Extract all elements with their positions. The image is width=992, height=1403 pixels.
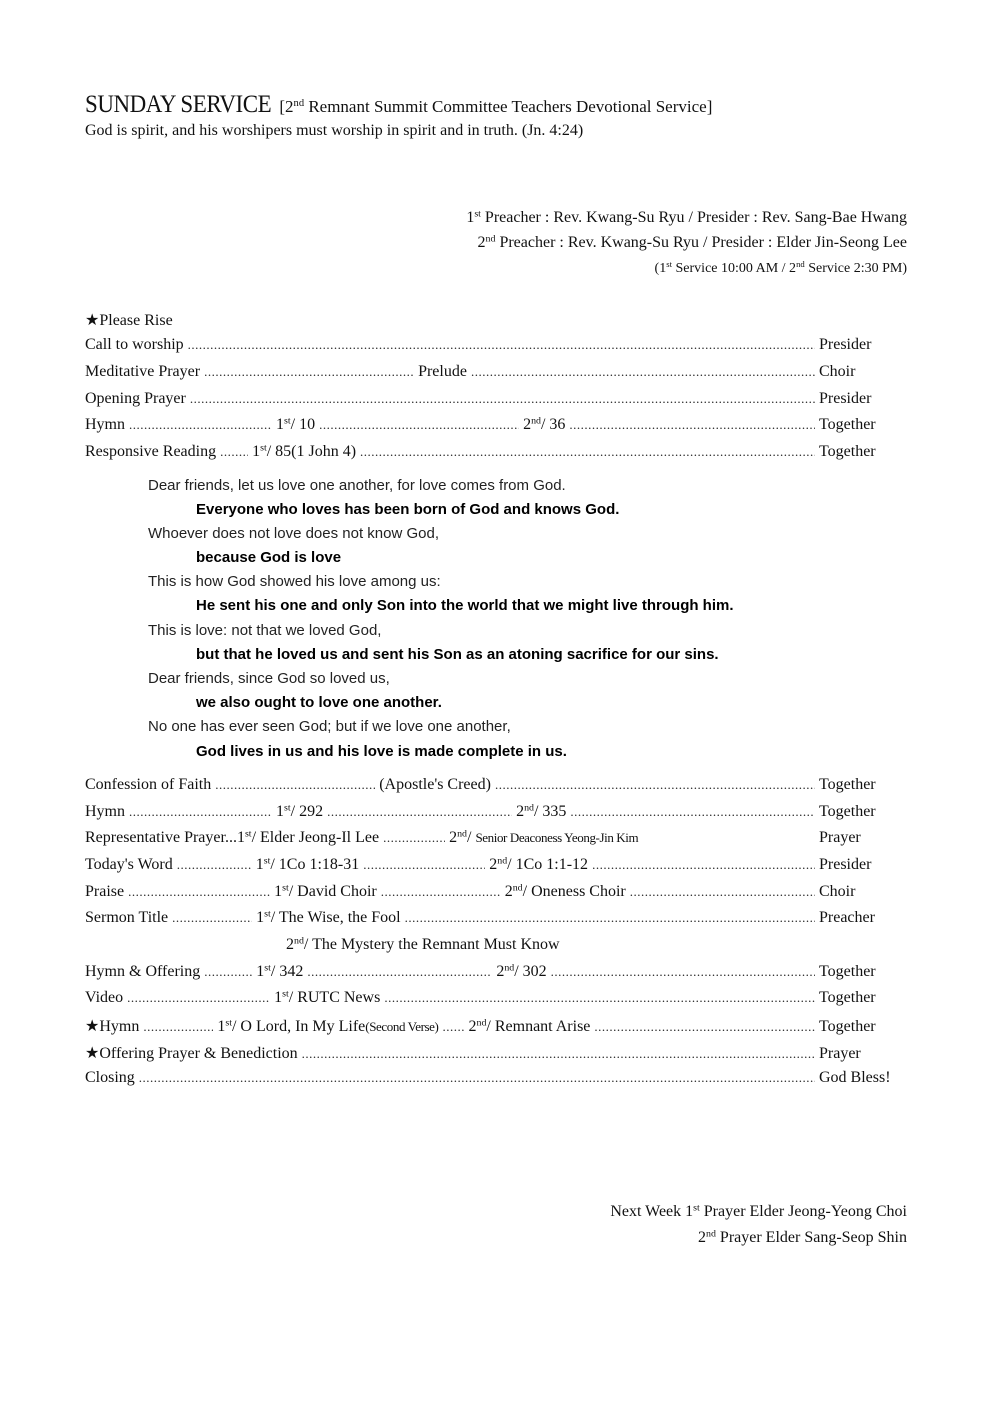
officiants-text: Preacher : Rev. Kwang-Su Ryu / Presider : Rev. Sang-Bae Hwang: [480, 209, 907, 226]
dot-leader: [383, 829, 445, 847]
item-role: Together: [819, 803, 876, 820]
dot-leader: [405, 909, 815, 927]
ordinal: 1: [252, 443, 261, 460]
ordinal: 1: [256, 963, 265, 980]
dot-leader: [630, 883, 815, 901]
item-role: Preacher: [819, 909, 875, 926]
theme-verse: God is spirit, and his worshipers must worship in spirit and in truth. (Jn. 4:24): [85, 122, 584, 139]
dot-leader: [129, 416, 272, 434]
first-value: 342: [279, 963, 304, 980]
order-praise: [85, 883, 905, 905]
footer-text: 2: [698, 1229, 707, 1246]
ordinal: 1: [217, 1018, 226, 1035]
ordinal-sup: nd: [294, 935, 304, 947]
ordinal: 2: [286, 936, 294, 953]
dot-leader: [495, 776, 815, 794]
order-opening-prayer: [85, 390, 905, 412]
times-text: Service 2:30 PM): [804, 261, 907, 276]
reading-leader-line: Dear friends, since God so loved us,: [148, 670, 390, 687]
first-value: 10: [299, 416, 316, 433]
item-middle: Prelude: [418, 363, 467, 380]
ordinal-sup: st: [474, 208, 481, 220]
order-video: [85, 989, 905, 1011]
item-role: Presider: [819, 336, 872, 353]
ordinal-sup: st: [225, 1017, 232, 1029]
item-label: Sermon Title: [85, 909, 169, 926]
ordinal-sup: st: [693, 1202, 700, 1214]
item-role: God Bless!: [819, 1069, 891, 1086]
item-role: Together: [819, 416, 876, 433]
first-service: 1st/ 342: [256, 962, 304, 980]
dot-leader: [384, 989, 815, 1007]
service-title: SUNDAY SERVICE: [85, 91, 272, 118]
ordinal-sup: st: [284, 802, 291, 814]
ordinal-sup: nd: [531, 415, 541, 427]
ordinal-sup: st: [264, 962, 271, 974]
second-service: 2nd/ 36: [523, 415, 566, 433]
reading-response-line: because God is love: [196, 549, 342, 566]
reading-leader-line: This is how God showed his love among us:: [148, 573, 441, 590]
item-label: Confession of Faith: [85, 776, 212, 793]
item-role: Prayer: [819, 829, 861, 846]
second-service: 2nd/ Remnant Arise: [468, 1017, 591, 1035]
ordinal-sup: st: [263, 855, 271, 867]
item-role: Choir: [819, 363, 856, 380]
times-text: Service 10:00 AM / 2: [672, 261, 797, 276]
item-label: Call to worship: [85, 336, 184, 353]
first-value: O Lord, In My Life: [240, 1018, 366, 1035]
service-subtitle: [279, 97, 712, 116]
dot-leader: [220, 443, 248, 461]
first-value: RUTC News: [297, 989, 381, 1006]
item-role: Together: [819, 1018, 876, 1035]
second-value: The Mystery the Remnant Must Know: [312, 936, 560, 953]
order-responsive-reading: [85, 443, 905, 465]
dot-leader: [319, 416, 519, 434]
ordinal: 1: [274, 989, 283, 1006]
dot-leader: [139, 1069, 815, 1087]
ordinal: 2: [523, 416, 532, 433]
second-service: 2nd/ Oneness Choir: [504, 882, 626, 900]
dot-leader: [172, 909, 252, 927]
item-label: ★Offering Prayer & Benediction: [85, 1045, 298, 1062]
item-label: Hymn: [85, 803, 125, 820]
dot-leader: [471, 363, 815, 381]
first-service: 1st/ David Choir: [274, 882, 377, 900]
item-label: Praise: [85, 883, 125, 900]
dot-leader: [204, 363, 414, 381]
ordinal: 2: [449, 829, 458, 846]
subtitle-text: Remnant Summit Committee Teachers Devotional Service]: [304, 97, 713, 116]
next-week-line-1: [610, 1203, 907, 1221]
ordinal: 1: [276, 803, 284, 820]
item-label: Meditative Prayer: [85, 363, 201, 380]
reading-leader-line: This is love: not that we loved God,: [148, 622, 382, 639]
item-role: Presider: [819, 856, 872, 873]
ordinal: 2: [468, 1018, 477, 1035]
second-value: 335: [542, 803, 567, 820]
ordinal-sup: st: [244, 828, 252, 840]
times-text: (1: [654, 261, 667, 276]
reading-response-line: He sent his one and only Son into the world that we might live through him.: [196, 597, 734, 614]
reading-leader-line: Dear friends, let us love one another, for love comes from God.: [148, 477, 566, 494]
dot-leader: [177, 856, 252, 874]
first-service: 1st/ 10: [276, 415, 316, 433]
dot-leader: [307, 963, 492, 981]
service-times: [655, 261, 907, 277]
second-value: Remnant Arise: [494, 1018, 591, 1035]
ordinal: 1: [466, 209, 475, 226]
ordinal-sup: nd: [796, 259, 805, 270]
first-value: 292: [299, 803, 324, 820]
ordinal: 2: [504, 883, 513, 900]
dot-leader: [360, 443, 815, 461]
order-todays-word: [85, 856, 905, 878]
item-role: Together: [819, 963, 876, 980]
item-label: ★Hymn: [85, 1018, 140, 1035]
item-role: Together: [819, 989, 876, 1006]
sermon-second-service: 2nd/ The Mystery the Remnant Must Know: [286, 935, 560, 953]
officiants-text: Preacher : Rev. Kwang-Su Ryu / Presider : Elder Jin-Seong Lee: [495, 234, 907, 251]
first-service: 1st/ Elder Jeong-Il Lee: [236, 828, 380, 846]
item-label: Responsive Reading: [85, 443, 217, 460]
second-service: 2nd/ Senior Deaconess Yeong-Jin Kim: [449, 828, 639, 846]
next-week-line-2: [698, 1229, 907, 1247]
item-role: Choir: [819, 883, 856, 900]
first-service: 1st/ RUTC News: [274, 988, 381, 1006]
dot-leader: [188, 336, 815, 354]
item-middle: (Apostle's Creed): [379, 776, 491, 793]
subtitle-sup: nd: [293, 98, 305, 110]
order-closing: [85, 1069, 905, 1091]
dot-leader: [327, 803, 512, 821]
order-hymn-1: [85, 416, 905, 438]
first-note: (Second Verse): [365, 1019, 439, 1034]
dot-leader: [302, 1045, 815, 1063]
dot-leader: [129, 803, 272, 821]
second-value: 1Co 1:1-12: [515, 856, 589, 873]
dot-leader: [204, 963, 252, 981]
footer-text: Prayer Elder Sang-Seop Shin: [715, 1229, 907, 1246]
item-label: Representative Prayer...: [85, 829, 237, 846]
reading-response-line: God lives in us and his love is made complete in us.: [196, 743, 567, 760]
first-value: 1Co 1:18-31: [278, 856, 360, 873]
officiants-line-1: [466, 209, 907, 227]
first-service: 1st/ O Lord, In My Life(Second Verse): [217, 1017, 439, 1035]
first-value: The Wise, the Fool: [278, 909, 401, 926]
item-role: Prayer: [819, 1045, 861, 1062]
reading-response-line: we also ought to love one another.: [196, 694, 442, 711]
second-value: Senior Deaconess Yeong-Jin Kim: [475, 830, 639, 845]
ordinal: 1: [256, 909, 265, 926]
dot-leader: [569, 416, 815, 434]
ordinal-sup: nd: [706, 1228, 716, 1240]
dot-leader: [127, 989, 270, 1007]
second-service: 2nd/ 1Co 1:1-12: [489, 855, 589, 873]
ordinal-sup: st: [282, 882, 289, 894]
dot-leader: [443, 1018, 465, 1036]
item-label: Today's Word: [85, 856, 173, 873]
order-hymn-2: [85, 803, 905, 825]
subtitle-prefix: [2: [279, 97, 294, 116]
order-sermon-title: [85, 909, 905, 931]
first-service: 1st/ 292: [276, 802, 324, 820]
dot-leader: [381, 883, 501, 901]
dot-leader: [594, 1018, 815, 1036]
item-role: Together: [819, 776, 876, 793]
first-service: 1st/ 1Co 1:18-31: [255, 855, 360, 873]
second-value: 36: [549, 416, 566, 433]
ordinal-sup: nd: [524, 802, 534, 814]
second-service: 2nd/ 302: [496, 962, 547, 980]
item-label: Hymn: [85, 416, 125, 433]
ordinal-sup: st: [284, 415, 291, 427]
ordinal-sup: st: [260, 442, 267, 454]
dot-leader: [190, 390, 815, 408]
order-hymn-3: [85, 1016, 905, 1038]
item-label: Hymn & Offering: [85, 963, 201, 980]
second-value: 302: [522, 963, 547, 980]
ordinal-sup: nd: [476, 1017, 487, 1029]
order-hymn-offering: [85, 963, 905, 985]
first-value: David Choir: [297, 883, 377, 900]
item-role: Presider: [819, 390, 872, 407]
dot-leader: [570, 803, 815, 821]
ordinal: 2: [477, 234, 486, 251]
ordinal: 1: [276, 416, 284, 433]
order-meditative-prayer: [85, 363, 905, 385]
reading-leader-line: Whoever does not love does not know God,: [148, 525, 440, 542]
item-role: Together: [819, 443, 876, 460]
order-confession-of-faith: [85, 776, 905, 798]
ordinal-sup: st: [666, 259, 673, 270]
ordinal-sup: nd: [497, 855, 508, 867]
ordinal-sup: st: [282, 988, 289, 1000]
footer-text: Prayer Elder Jeong-Yeong Choi: [699, 1203, 907, 1220]
item-label: Opening Prayer: [85, 390, 186, 407]
second-value: Oneness Choir: [531, 883, 626, 900]
ordinal-sup: nd: [504, 962, 515, 974]
dot-leader: [592, 856, 815, 874]
ordinal-sup: nd: [512, 882, 523, 894]
reading-response-line: Everyone who loves has been born of God and knows God.: [196, 501, 620, 518]
dot-leader: [363, 856, 485, 874]
order-offering-prayer-benediction: [85, 1043, 905, 1065]
reading-response-line: but that he loved us and sent his Son as an atoning sacrifice for our sins.: [196, 646, 719, 663]
item-label: Closing: [85, 1069, 135, 1086]
dot-leader: [143, 1018, 213, 1036]
dot-leader: [215, 776, 375, 794]
ordinal: 1: [236, 829, 245, 846]
ordinal: 2: [489, 856, 498, 873]
order-call-to-worship: [85, 336, 905, 358]
first-value: 85(1 John 4): [275, 443, 357, 460]
order-representative-prayer: [85, 829, 905, 851]
dot-leader: [128, 883, 270, 901]
dot-leader: [551, 963, 815, 981]
ordinal-sup: nd: [457, 828, 467, 840]
first-value: Elder Jeong-Il Lee: [260, 829, 380, 846]
please-rise: ★Please Rise: [85, 312, 173, 329]
first-service: 1st/ 85(1 John 4): [252, 442, 357, 460]
ordinal-sup: st: [264, 908, 271, 920]
ordinal: 2: [516, 803, 525, 820]
officiants-line-2: [478, 234, 907, 252]
ordinal: 1: [274, 883, 283, 900]
page-title: [85, 91, 712, 119]
ordinal: 2: [496, 963, 505, 980]
first-service: 1st/ The Wise, the Fool: [256, 908, 401, 926]
ordinal: 1: [255, 856, 264, 873]
ordinal-sup: nd: [485, 233, 496, 245]
footer-text: Next Week 1: [610, 1203, 694, 1220]
reading-leader-line: No one has ever seen God; but if we love one another,: [148, 718, 511, 735]
second-service: 2nd/ 335: [516, 802, 567, 820]
item-label: Video: [85, 989, 124, 1006]
